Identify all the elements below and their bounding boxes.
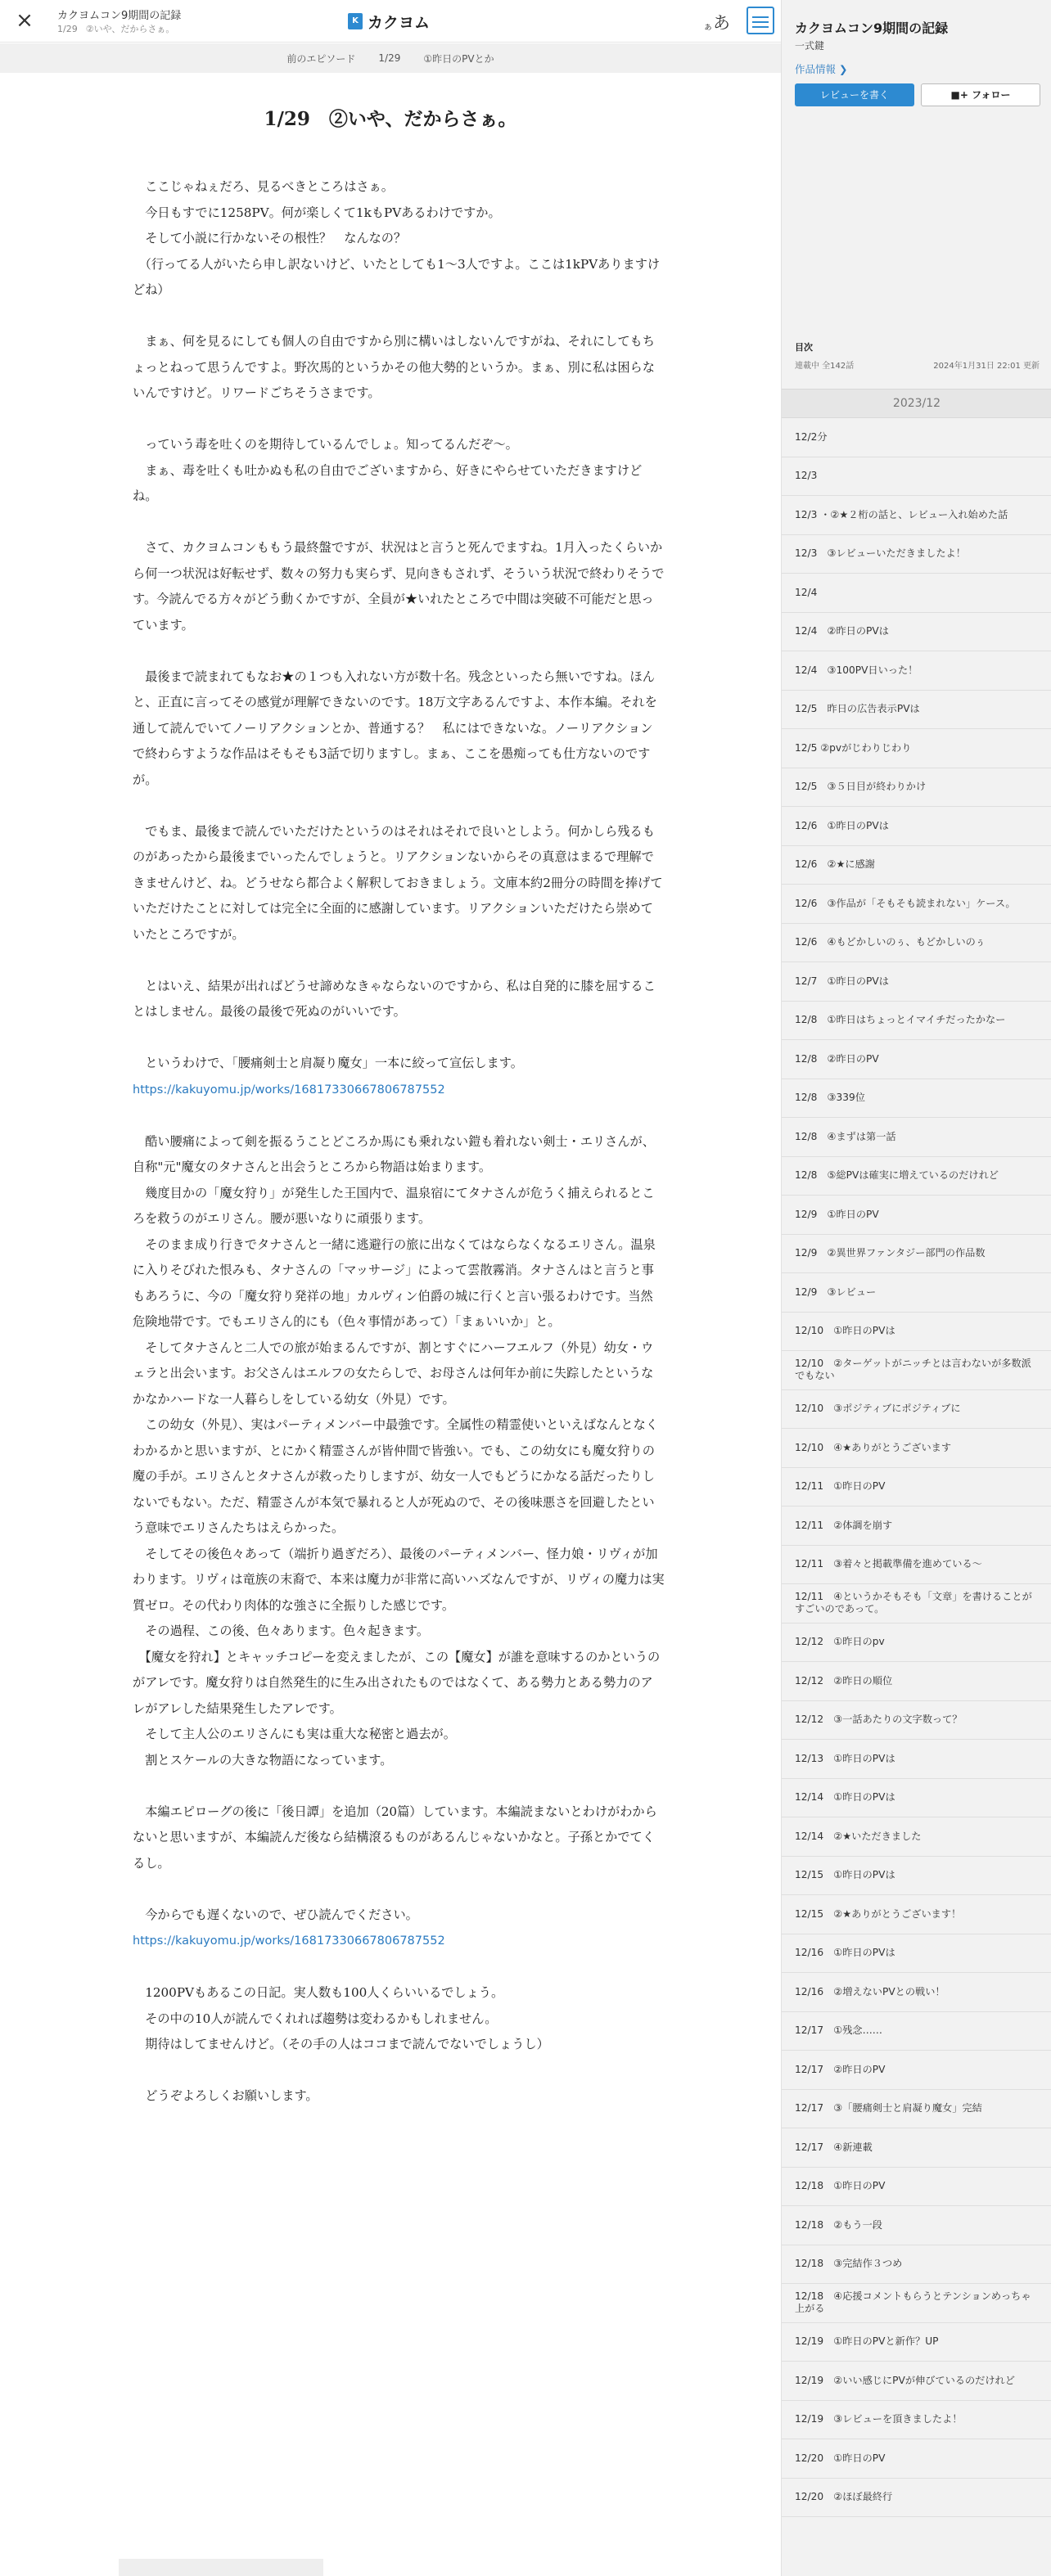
paragraph	[133, 1025, 665, 1052]
episode-number: 1/29	[57, 24, 78, 34]
paragraph: 本編エピローグの後に「後日譚」を追加（20篇）しています。本編読まないとわけがわからないと思いますが、本編読んだ後なら結構滾るものがあるんじゃないかなと。子孫とかでてくるし。	[133, 1804, 657, 1871]
paragraph: 幾度目かの「魔女狩り」が発生した王国内で、温泉宿にてタナさんが危うく捕えられるところを救うのがエリさん。腰が悪いなりに頑張ります。	[133, 1185, 655, 1226]
episode-list-item[interactable]	[782, 1546, 1051, 1585]
paragraph	[133, 948, 665, 974]
episode-list-label: 12/19 ③レビューを頂きましたよ！	[795, 2413, 963, 2425]
episode-list-item[interactable]	[782, 2284, 1051, 2323]
work-url-link[interactable]: https://kakuyomu.jp/works/16817330667806787552	[133, 1083, 445, 1097]
episode-list-item[interactable]	[782, 1313, 1051, 1352]
episode-list-label: 12/10 ①昨日のPVは	[795, 1325, 895, 1337]
episode-subtitle	[57, 22, 183, 35]
paragraph	[133, 1103, 665, 1129]
sidebar-author[interactable]: 一式鍵	[795, 40, 825, 52]
episode-list-label: 12/5 ②pvがじわりじわり	[795, 741, 912, 754]
episode-list-label: 12/5 昨日の広告表示PVは	[795, 703, 920, 715]
episode-list-label: 12/18 ②もう一段	[795, 2218, 882, 2231]
episode-list-label: 12/18 ③完結作３つめ	[795, 2258, 903, 2270]
paragraph: 今日もすでに1258PV。何が楽しくて1kもPVあるわけですか。	[133, 205, 501, 220]
episode-list-label: 12/3 ③レビューいただきましたよ！	[795, 547, 966, 560]
episode-list-label: 12/12 ③一話あたりの文字数って？	[795, 1714, 963, 1726]
episode-list-item[interactable]	[782, 535, 1051, 574]
episode-list-label: 12/20 ②ほぼ最終行	[795, 2491, 893, 2503]
font-small-glyph: ぁ	[703, 20, 714, 32]
episode-content	[133, 174, 665, 2110]
paragraph: 今からでも遅くないので、ぜひ読んでください。	[133, 1907, 418, 1922]
episode-list-label: 12/11 ②体調を崩す	[795, 1519, 893, 1531]
episode-list-label: 12/11 ①昨日のPV	[795, 1480, 886, 1493]
episode-list-item[interactable]	[782, 2245, 1051, 2285]
paragraph: この幼女（外見）、実はパーティメンバー中最強です。全属性の精霊使いといえばなんとなくわかるかと思いますが、とにかく精霊さんが皆仲間で皆強い。でも、この幼女にも魔女狩りの魔の手が。エリさんとタナさんが救ったりしますが、幼女一人でもどうにかなる話だったりしないでもない。ただ、精霊さんが本気で暴れると人が死ぬので、その後味悪さを回避したという意味でエリさんたちはえらかった。	[133, 1417, 658, 1535]
episode-list-label: 12/9 ③レビュー	[795, 1286, 877, 1298]
episode-list-item[interactable]	[782, 1624, 1051, 1663]
episode-list-item[interactable]	[782, 885, 1051, 924]
paragraph: 酷い腰痛によって剣を振るうことどころか馬にも乗れない鎧も着れない剣士・エリさんが、自称"元"魔女のタナさんと出会うところから物語は始まります。	[133, 1133, 655, 1174]
episode-list-item[interactable]	[782, 651, 1051, 691]
episode-list-item[interactable]	[782, 2168, 1051, 2207]
episode-title: 1/29 ②いや、だからさぁ。	[264, 108, 517, 130]
episode-list-item[interactable]	[782, 418, 1051, 457]
episode-list-item[interactable]	[782, 2362, 1051, 2401]
episode-list-item[interactable]	[782, 1701, 1051, 1741]
episode-list-label: 12/17 ③「腰痛剣士と肩凝り魔女」完結	[795, 2102, 982, 2114]
episode-list-item[interactable]	[782, 1079, 1051, 1119]
episode-list-item[interactable]	[782, 1468, 1051, 1507]
episode-list-item[interactable]	[782, 768, 1051, 808]
episode-list-label: 12/11 ④というかそもそも「文章」を書けることがすごいのであって。	[795, 1591, 1032, 1615]
episode-list-item[interactable]	[782, 1002, 1051, 1041]
paragraph	[133, 2058, 665, 2084]
episode-list-label: 12/3	[795, 470, 818, 482]
next-episode-bar[interactable]	[119, 2559, 323, 2576]
episode-list-item[interactable]	[782, 1351, 1051, 1390]
episode-list-label: 12/19 ②いい感じにPVが伸びているのだけれど	[795, 2374, 1015, 2386]
paragraph: そしてタナさんと二人での旅が始まるんですが、割とすぐにハーフエルフ（外見）幼女・ウェラと出会います。お父さんはエルフの女たらしで、お母さんは何年か前に失踪したというなかなかハードな一人暮らしをしている幼女（外見）です。	[133, 1340, 654, 1407]
episode-list-item[interactable]	[782, 496, 1051, 535]
episode-list-item[interactable]	[782, 2051, 1051, 2090]
paragraph: （行ってる人がいたら申し訳ないけど、いたとしても1〜3人ですよ。ここは1kPVありますけどね）	[133, 256, 661, 297]
paragraph: どうぞよろしくお願いします。	[133, 2088, 318, 2103]
paragraph	[133, 1955, 665, 1981]
episode-list-item[interactable]	[782, 1196, 1051, 1235]
episode-list-label: 12/12 ②昨日の順位	[795, 1674, 893, 1687]
episode-list-item[interactable]	[782, 1390, 1051, 1430]
work-info-link[interactable]: 作品情報 ❯	[795, 63, 848, 75]
serial-status: 連載中 全142話	[795, 362, 855, 371]
episode-list-item[interactable]	[782, 1584, 1051, 1624]
episode-list-label: 12/11 ③着々と掲載準備を進めている〜	[795, 1558, 982, 1570]
episode-list-label: 12/8 ①昨日はちょっとイマイチだったかなー	[795, 1014, 1006, 1026]
episode-list-label: 12/3 ・②★２桁の話と、レビュー入れ始めた話	[795, 508, 1008, 520]
episode-list-label: 12/2分	[795, 430, 828, 443]
episode-list-label: 12/10 ③ポジティブにポジティブに	[795, 1403, 961, 1415]
follow-label: フォロー	[972, 89, 1011, 101]
paragraph	[133, 510, 665, 536]
episode-list-label: 12/8 ②昨日のPV	[795, 1052, 879, 1065]
prev-episode-link[interactable]: 前のエピソード	[286, 52, 356, 65]
paragraph: 最後まで読まれてもなお★の１つも入れない方が数十名。残念といったら無いですね。ほんと、正直に言ってその感覚が理解できないのです。18万文字あるんですよ、本作本編。それを通して読んでいてノーリアクションとか、普通する？ 私にはできないな。ノーリアクションで終わらすような作品はそもそも3話で切りますし。まぁ、ここを愚痴っても仕方ないのですが。	[133, 669, 657, 787]
paragraph: でもま、最後まで読んでいただけたというのはそれはそれで良いとしよう。何かしら残るものがあったから最後までいったんでしょうと。リアクションないからその真意はまるで理解できませんけど、ね。どうせなら都合よく解釈しておきましょう。文庫本約2冊分の時間を捧げていただけたことに対しては完全に全面的に感謝しています。リアクションいただけたら崇めていたところですが。	[133, 823, 663, 942]
episode-list-item[interactable]	[782, 613, 1051, 652]
episode-list-item[interactable]	[782, 962, 1051, 1002]
paragraph: 【魔女を狩れ】とキャッチコピーを変えましたが、この【魔女】が誰を意味するのかというのがアレです。魔女狩りは自然発生的に生み出されたものではなくて、ある勢力とある勢力のアレがアレした結果発生したアレです。	[133, 1649, 661, 1716]
episode-list-item[interactable]	[782, 1157, 1051, 1196]
episode-list-item[interactable]	[782, 2206, 1051, 2245]
episode-list-item[interactable]	[782, 457, 1051, 497]
paragraph: とはいえ、結果が出ればどうせ諦めなきゃならないのですから、私は自発的に膝を屈することはしません。最後の最後で死ぬのがいいです。	[133, 978, 656, 1019]
episode-title-small: ②いや、だからさぁ。	[85, 24, 175, 34]
font-big-glyph: あ	[713, 13, 731, 33]
episode-list-label: 12/13 ①昨日のPVは	[795, 1752, 895, 1764]
episode-list-label: 12/17 ④新連載	[795, 2141, 873, 2153]
paragraph: その過程、この後、色々あります。色々起きます。	[133, 1624, 430, 1638]
sidebar-work-title[interactable]: カクヨムコン9期間の記録	[795, 20, 949, 36]
current-episode-number: 1/29	[378, 52, 401, 64]
episode-list-label: 12/16 ②増えないPVとの戦い！	[795, 1985, 945, 1997]
episode-list-label: 12/17 ①残念……	[795, 2024, 882, 2037]
paragraph: そして小説に行かないその根性？ なんなの？	[133, 231, 407, 245]
episode-list-item[interactable]	[782, 1740, 1051, 1779]
kakuyomu-logo[interactable]	[348, 11, 430, 32]
episode-list-item[interactable]	[782, 2439, 1051, 2479]
paragraph	[133, 638, 665, 664]
paragraph	[133, 1876, 665, 1903]
episode-list-item[interactable]	[782, 1273, 1051, 1313]
episode-list-item[interactable]	[782, 2401, 1051, 2440]
episode-list-label: 12/8 ③339位	[795, 1092, 865, 1104]
episode-list-item[interactable]	[782, 1040, 1051, 1079]
episode-list-label: 12/17 ②昨日のPV	[795, 2063, 886, 2075]
episode-list-item[interactable]	[782, 2090, 1051, 2129]
paragraph: まぁ、毒を吐くも吐かぬも私の自由でございますから、好きにやらせていただきますけどね。	[133, 462, 643, 503]
episode-list-label: 12/9 ②異世界ファンタジー部門の作品数	[795, 1247, 986, 1259]
paragraph: そしてその後色々あって（端折り過ぎだろ）、最後のパーティメンバー、怪力娘・リヴィが加わります。リヴィは竜族の末裔で、本来は魔力が非常に高いハズなんですが、リヴィの魔力は実質ゼロ。その代わり肉体的な強さに全振りした感じです。	[133, 1546, 665, 1613]
episode-list-item[interactable]	[782, 2323, 1051, 2362]
episode-list-label: 12/6 ③作品が「そもそも読まれない」ケース。	[795, 897, 1016, 909]
episode-list-label: 12/16 ①昨日のPVは	[795, 1947, 895, 1959]
episode-list-label: 12/20 ①昨日のPV	[795, 2452, 886, 2464]
sidebar	[781, 0, 1051, 2576]
episode-list-label: 12/8 ⑤総PVは確実に増えているのだけれど	[795, 1169, 999, 1182]
bookmark-plus-icon: ■+	[950, 89, 972, 101]
episode-list-label: 12/6 ④もどかしいのぅ、もどかしいのぅ	[795, 936, 986, 948]
episode-list-label: 12/12 ①昨日のpv	[795, 1636, 885, 1648]
episode-list-item[interactable]	[782, 1506, 1051, 1546]
paragraph	[133, 1928, 665, 1955]
episode-list-item[interactable]	[782, 729, 1051, 768]
episode-list-label: 12/10 ④★ありがとうございます	[795, 1441, 952, 1453]
paragraph: っていう毒を吐くのを期待しているんでしょ。知ってるんだぞ〜。	[133, 437, 518, 452]
episode-body	[0, 73, 781, 2576]
episode-list-item[interactable]	[782, 1934, 1051, 1974]
close-icon[interactable]: ×	[16, 8, 34, 33]
logo-text: カクヨム	[368, 13, 431, 32]
episode-list-item[interactable]	[782, 1817, 1051, 1857]
episode-list-item[interactable]	[782, 1895, 1051, 1934]
top-header	[0, 0, 781, 43]
episode-list-label: 12/18 ①昨日のPV	[795, 2180, 886, 2192]
paragraph: そのまま成り行きでタナさんと一緒に逃避行の旅に出なくてはならなくなるエリさん。温泉に入りそびれた恨みも、タナさんの「マッサージ」によって雲散霧消。タナさんはと言うと事もあろうに、今の「魔女狩り発祥の地」カルヴィン伯爵の城に行くと言い張るわけです。当然危険地帯です。でもエリさん的にも（色々事情があって）「まぁいいか」と。	[133, 1236, 656, 1329]
work-url-link[interactable]: https://kakuyomu.jp/works/16817330667806787552	[133, 1934, 445, 1948]
paragraph	[133, 1773, 665, 1799]
paragraph: その中の10人が読んでくれれば趨勢は変わるかもしれません。	[133, 2011, 498, 2026]
toc-heading: 目次	[795, 342, 813, 353]
episode-list-label: 12/8 ④まずは第一話	[795, 1130, 896, 1142]
episode-list-item[interactable]	[782, 1857, 1051, 1896]
episode-list-item[interactable]	[782, 1235, 1051, 1274]
episode-list-item[interactable]	[782, 1118, 1051, 1157]
last-updated: 2024年1月31日 22:01 更新	[933, 362, 1040, 371]
write-review-button[interactable]: レビューを書く	[795, 83, 914, 106]
episode-list-item[interactable]	[782, 1429, 1051, 1468]
episode-list-item[interactable]	[782, 2128, 1051, 2168]
episode-list-label: 12/9 ①昨日のPV	[795, 1208, 879, 1220]
episode-list-item[interactable]	[782, 1779, 1051, 1818]
episode-list-item[interactable]	[782, 2012, 1051, 2051]
paragraph: 期待はしてませんけど。（その手の人はココまで読んでないでしょうし）	[133, 2037, 549, 2051]
episode-list-label: 12/4	[795, 586, 818, 598]
episode-list-label: 12/4 ③100PV日いった！	[795, 664, 918, 676]
episode-list-label: 12/14 ①昨日のPVは	[795, 1791, 895, 1804]
paragraph: さて、カクヨムコンももう最終盤ですが、状況はと言うと死んでますね。1月入ったくらいから何一つ状況は好転せず、数々の努力も実らず、見向きもされず、そういう状況で終わりそうです。今読んでる方々がどう動くかですが、全員が★いれたところで中間は突破不可能だと思っています。	[133, 540, 665, 633]
episode-list-label: 12/10 ②ターゲットがニッチとは言わないが多数派でもない	[795, 1358, 1031, 1382]
episode-list	[782, 418, 1051, 2517]
paragraph: 割とスケールの大きな物語になっています。	[133, 1752, 393, 1768]
paragraph	[133, 304, 665, 330]
episode-list-label: 12/5 ③５日目が終わりかけ	[795, 781, 927, 793]
episode-list-item[interactable]	[782, 807, 1051, 846]
episode-list-label: 12/15 ②★ありがとうございます！	[795, 1907, 962, 1920]
paragraph: ここじゃねぇだろ、見るべきところはさぁ。	[133, 179, 394, 194]
episode-list-label: 12/19 ①昨日のPVと新作？UP	[795, 2335, 939, 2348]
episode-list-item[interactable]	[782, 1662, 1051, 1701]
episode-list-label: 12/4 ②昨日のPVは	[795, 625, 889, 637]
episode-list-label: 12/15 ①昨日のPVは	[795, 1869, 895, 1881]
episode-list-item[interactable]	[782, 924, 1051, 963]
paragraph	[133, 1077, 665, 1104]
paragraph	[133, 407, 665, 433]
episode-list-item[interactable]	[782, 846, 1051, 885]
episode-list-item[interactable]	[782, 1973, 1051, 2012]
episode-nav-bar	[0, 43, 781, 73]
table-of-contents-icon[interactable]	[747, 7, 774, 34]
episode-list-label: 12/6 ②★に感謝	[795, 858, 875, 871]
episode-list-label: 12/7 ①昨日のPVは	[795, 975, 889, 987]
logo-mark-icon: K	[348, 13, 363, 29]
paragraph: 1200PVもあるこの日記。実人数も100人くらいいるでしょう。	[133, 1985, 504, 2000]
episode-list-item[interactable]	[782, 691, 1051, 730]
episode-list-item[interactable]	[782, 2479, 1051, 2518]
month-header[interactable]: 2023/12	[782, 389, 1051, 418]
paragraph: というわけで、「腰痛剣士と肩凝り魔女」一本に絞って宣伝します。	[133, 1056, 523, 1070]
paragraph	[133, 793, 665, 819]
episode-list-item[interactable]	[782, 574, 1051, 613]
episode-list-label: 12/14 ②★いただきました	[795, 1830, 922, 1842]
work-title[interactable]: カクヨムコン9期間の記録	[57, 10, 182, 22]
paragraph: まぁ、何を見るにしても個人の自由ですから別に構いはしないんですがね、それにしてもちょっとねって思うんですよ。野次馬的というかその他大勢的というか。まぁ、別に私は困らないんですけど。リワードごちそうさまです。	[133, 334, 655, 400]
paragraph: そして主人公のエリさんにも実は重大な秘密と過去が。	[133, 1727, 456, 1741]
episode-list-label: 12/18 ④応援コメントもらうとテンションめっちゃ上がる	[795, 2290, 1031, 2315]
font-size-button[interactable]	[703, 10, 730, 33]
follow-button[interactable]	[921, 83, 1040, 106]
episode-list-label: 12/6 ①昨日のPVは	[795, 819, 889, 831]
current-episode-link[interactable]: ①昨日のPVとか	[423, 52, 494, 65]
